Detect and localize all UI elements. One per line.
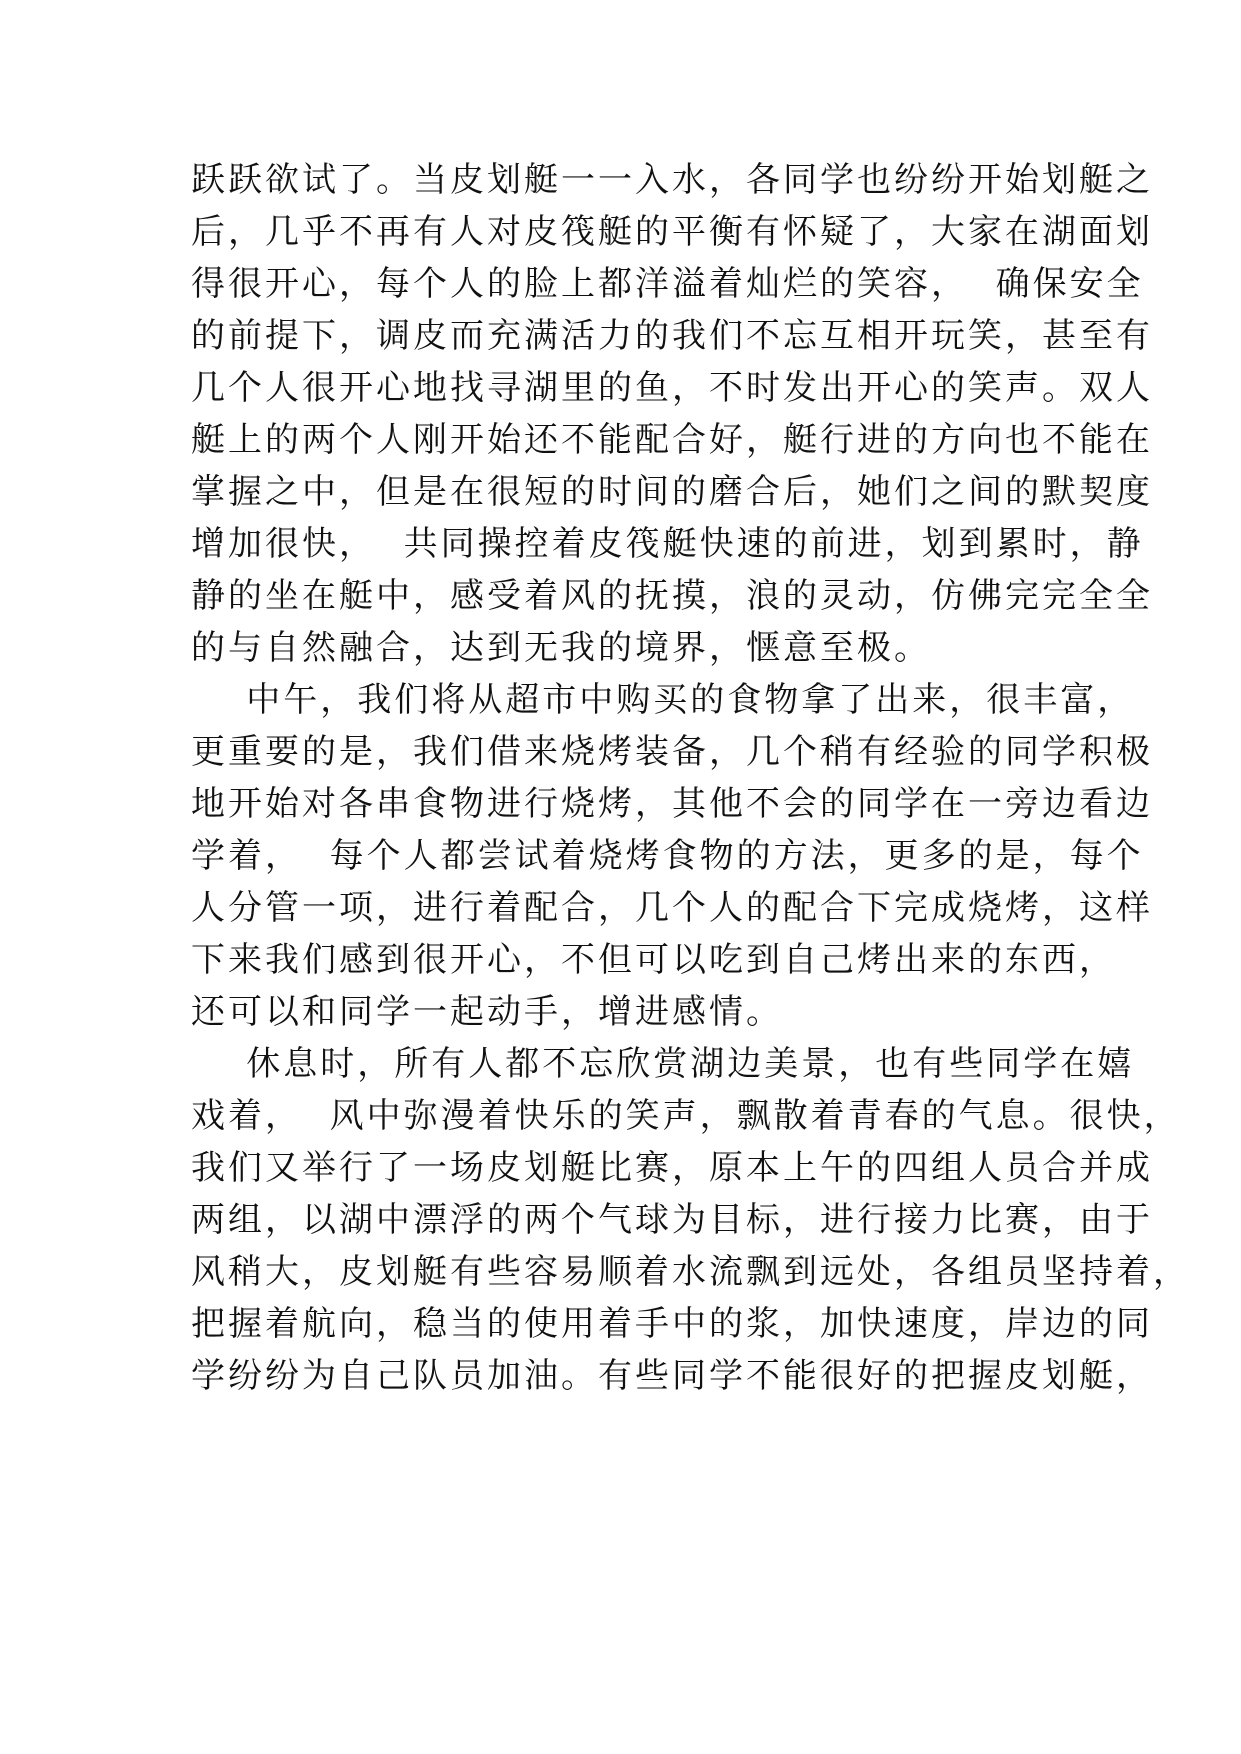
text-line: 的与自然融合，达到无我的境界，惬意至极。 [191, 628, 931, 668]
text-line: 的前提下，调皮而充满活力的我们不忘互相开玩笑，甚至有 [191, 316, 1153, 356]
text-line: 还可以和同学一起动手，增进感情。 [191, 992, 783, 1032]
text-line: 学着， 每个人都尝试着烧烤食物的方法，更多的是，每个 [191, 836, 1144, 876]
text-line: 几个人很开心地找寻湖里的鱼，不时发出开心的笑声。双人 [191, 368, 1153, 408]
text-line: 学纷纷为自己队员加油。有些同学不能很好的把握皮划艇， [191, 1356, 1153, 1396]
text-line: 风稍大，皮划艇有些容易顺着水流飘到远处，各组员坚持着， [191, 1252, 1190, 1292]
text-line: 地开始对各串食物进行烧烤，其他不会的同学在一旁边看边 [191, 784, 1153, 824]
text-line: 戏着， 风中弥漫着快乐的笑声，飘散着青春的气息。很快， [191, 1096, 1181, 1136]
text-line: 后，几乎不再有人对皮筏艇的平衡有怀疑了，大家在湖面划 [191, 212, 1153, 252]
text-line: 更重要的是，我们借来烧烤装备，几个稍有经验的同学积极 [191, 732, 1153, 772]
text-line: 静的坐在艇中，感受着风的抚摸，浪的灵动，仿佛完完全全 [191, 576, 1153, 616]
text-line: 掌握之中，但是在很短的时间的磨合后，她们之间的默契度 [191, 472, 1153, 512]
text-line: 休息时，所有人都不忘欣赏湖边美景，也有些同学在嬉 [191, 1044, 1135, 1084]
text-line: 得很开心，每个人的脸上都洋溢着灿烂的笑容， 确保安全 [191, 264, 1144, 304]
text-line: 把握着航向，稳当的使用着手中的浆，加快速度，岸边的同 [191, 1304, 1153, 1344]
text-line: 我们又举行了一场皮划艇比赛，原本上午的四组人员合并成 [191, 1148, 1153, 1188]
text-line: 增加很快， 共同操控着皮筏艇快速的前进，划到累时，静 [191, 524, 1144, 564]
text-line: 两组，以湖中漂浮的两个气球为目标，进行接力比赛，由于 [191, 1200, 1153, 1240]
text-line: 跃跃欲试了。当皮划艇一一入水，各同学也纷纷开始划艇之 [191, 160, 1153, 200]
text-line: 下来我们感到很开心，不但可以吃到自己烤出来的东西， [191, 940, 1116, 980]
text-line: 人分管一项，进行着配合，几个人的配合下完成烧烤，这样 [191, 888, 1153, 928]
text-line: 中午，我们将从超市中购买的食物拿了出来，很丰富， [191, 680, 1135, 720]
text-line: 艇上的两个人刚开始还不能配合好，艇行进的方向也不能在 [191, 420, 1153, 460]
